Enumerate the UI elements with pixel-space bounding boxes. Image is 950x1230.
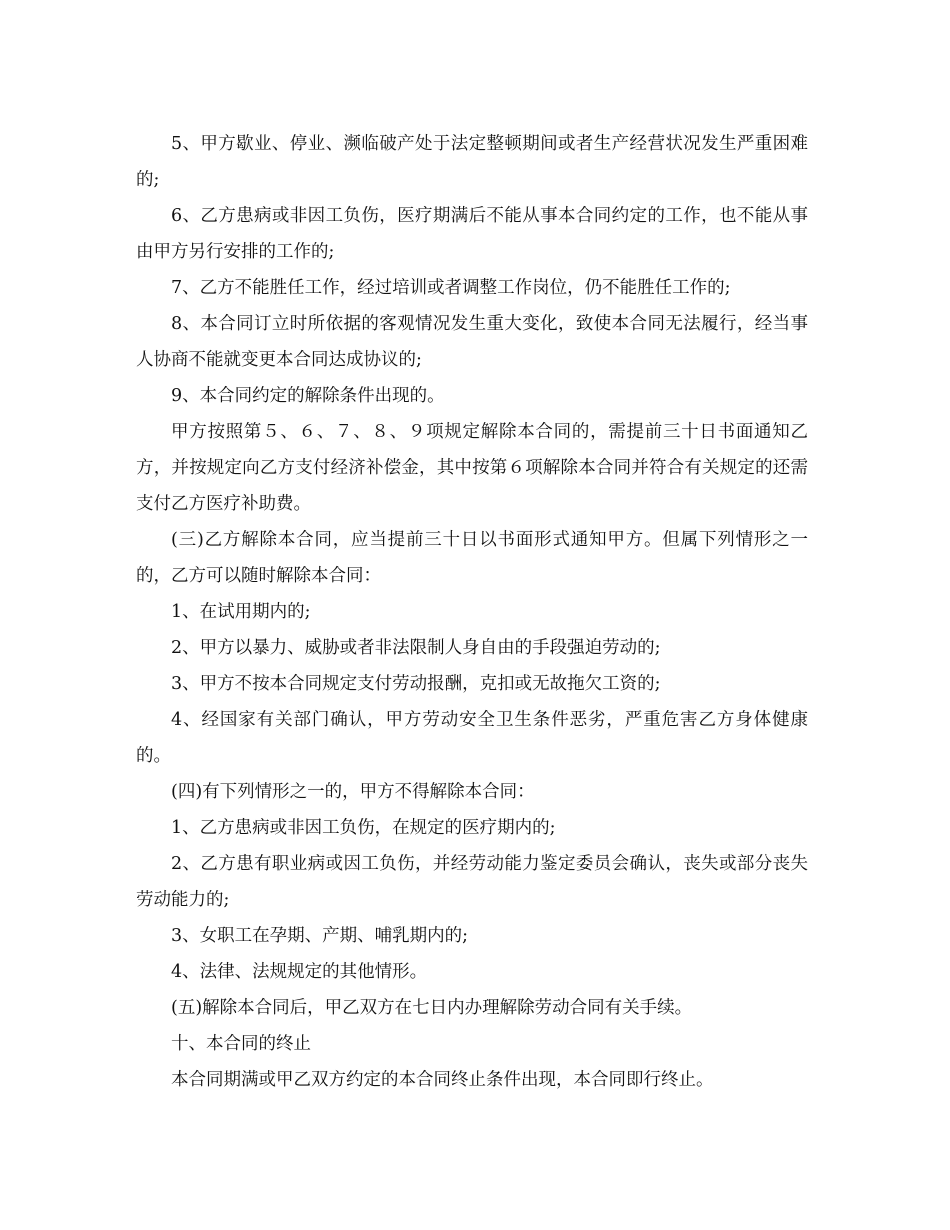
section-three-item-1: 1、在试用期内的;: [171, 602, 311, 622]
section-four-heading: (四)有下列情形之一的，甲方不得解除本合同：: [171, 782, 535, 802]
article-ten-paragraph: 本合同期满或甲乙双方约定的本合同终止条件出现，本合同即行终止。: [171, 1070, 714, 1090]
paragraph-notice-requirement: 甲方按照第５、６、７、８、９项规定解除本合同的，需提前三十日书面通知乙方，并按规定向乙方支付经济补偿金，其中按第６项解除本合同并符合有关规定的还需支付乙方医疗补助费。: [136, 422, 808, 514]
section-four-item-2: 2、乙方患有职业病或因工负伤，并经劳动能力鉴定委员会确认，丧失或部分丧失劳动能力的;: [136, 854, 808, 910]
paragraph-item-7: 7、乙方不能胜任工作，经过培训或者调整工作岗位，仍不能胜任工作的;: [171, 278, 731, 298]
article-ten-heading: 十、本合同的终止: [171, 1034, 311, 1054]
paragraph-item-6: 6、乙方患病或非因工负伤，医疗期满后不能从事本合同约定的工作，也不能从事由甲方另行安排的工作的;: [136, 206, 808, 262]
paragraph-item-9: 9、本合同约定的解除条件出现的。: [171, 386, 445, 406]
section-five-paragraph: (五)解除本合同后，甲乙双方在七日内办理解除劳动合同有关手续。: [171, 998, 693, 1018]
section-four-item-1: 1、乙方患病或非因工负伤，在规定的医疗期内的;: [171, 818, 556, 838]
paragraph-item-8: 8、本合同订立时所依据的客观情况发生重大变化，致使本合同无法履行，经当事人协商不能就变更本合同达成协议的;: [136, 314, 808, 370]
section-three-item-2: 2、甲方以暴力、威胁或者非法限制人身自由的手段强迫劳动的;: [171, 638, 661, 658]
section-three-heading: (三)乙方解除本合同，应当提前三十日以书面形式通知甲方。但属下列情形之一的，乙方可以随时解除本合同：: [136, 530, 808, 586]
paragraph-item-5: 5、甲方歇业、停业、濒临破产处于法定整顿期间或者生产经营状况发生严重困难的;: [136, 134, 808, 190]
section-three-item-3: 3、甲方不按本合同规定支付劳动报酬，克扣或无故拖欠工资的;: [171, 674, 661, 694]
document-body: [136, 126, 808, 1098]
section-four-item-3: 3、女职工在孕期、产期、哺乳期内的;: [171, 926, 469, 946]
section-four-item-4: 4、法律、法规规定的其他情形。: [171, 962, 428, 982]
section-three-item-4: 4、经国家有关部门确认，甲方劳动安全卫生条件恶劣，严重危害乙方身体健康的。: [136, 710, 808, 766]
